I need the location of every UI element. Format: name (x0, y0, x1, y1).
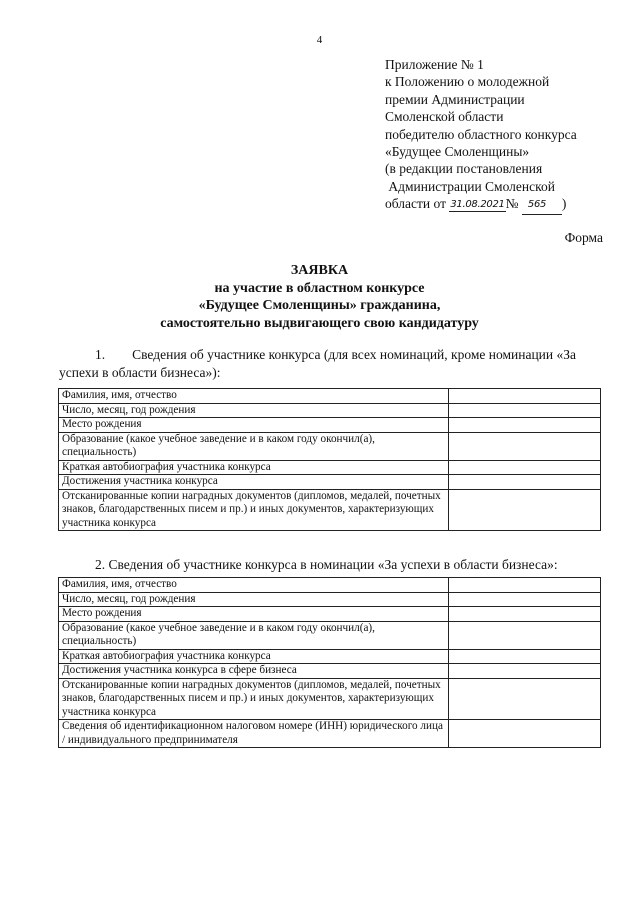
annex-line: победителю областного конкурса (385, 126, 577, 142)
row-label: Фамилия, имя, отчество (59, 578, 449, 593)
row-label: Число, месяц, год рождения (59, 403, 449, 418)
annex-header (385, 56, 625, 215)
table-row (59, 578, 601, 593)
annex-last-line (385, 195, 625, 214)
table-row (59, 720, 601, 748)
row-label: Отсканированные копии наградных документов (дипломов, медалей, почетных знаков, благодарственных писем и пр.) и иных документов, характеризующих участника конкурса (59, 489, 449, 531)
row-value-field[interactable] (449, 678, 601, 720)
table-row (59, 649, 601, 664)
row-value-field[interactable] (449, 649, 601, 664)
row-label: Достижения участника конкурса (59, 475, 449, 490)
row-value-field[interactable] (449, 460, 601, 475)
table-row (59, 403, 601, 418)
section-2-heading: 2. Сведения об участнике конкурса в номинации «За успехи в области бизнеса»: (95, 557, 558, 572)
form-label: Форма (564, 230, 603, 245)
row-value-field[interactable] (449, 418, 601, 433)
row-value-field[interactable] (449, 578, 601, 593)
row-value-field[interactable] (449, 389, 601, 404)
table-row (59, 418, 601, 433)
row-label: Место рождения (59, 607, 449, 622)
page-number: 4 (316, 34, 323, 46)
annex-last-prefix: области от (385, 196, 446, 212)
annex-line: Смоленской области (385, 109, 504, 125)
title-line: на участие в областном конкурсе (214, 280, 425, 296)
row-value-field[interactable] (449, 592, 601, 607)
table-row (59, 592, 601, 607)
title-line: самостоятельно выдвигающего свою кандидатуру (160, 315, 479, 331)
table-row (59, 664, 601, 679)
table-row (59, 475, 601, 490)
row-label: Образование (какое учебное заведение и в каком году окончил(а), специальность) (59, 621, 449, 649)
closing-paren: ) (561, 196, 567, 212)
annex-line: (в редакции постановления (385, 161, 543, 177)
row-value-field[interactable] (449, 607, 601, 622)
annex-line: Администрации Смоленской (385, 178, 555, 194)
row-label: Фамилия, имя, отчество (59, 389, 449, 404)
table-row (59, 389, 601, 404)
table-row (59, 607, 601, 622)
section-1-heading: 1. Сведения об участнике конкурса (для всех номинаций, кроме номинации «За успехи в области бизнеса»): (59, 347, 576, 380)
row-label: Образование (какое учебное заведение и в каком году окончил(а), специальность) (59, 432, 449, 460)
document-title (0, 262, 639, 332)
row-label: Место рождения (59, 418, 449, 433)
row-value-field[interactable] (449, 664, 601, 679)
row-label: Число, месяц, год рождения (59, 592, 449, 607)
table-row (59, 678, 601, 720)
row-value-field[interactable] (449, 432, 601, 460)
table-row (59, 621, 601, 649)
row-value-field[interactable] (449, 489, 601, 531)
title-line: «Будущее Смоленщины» гражданина, (198, 298, 441, 313)
table-row (59, 460, 601, 475)
row-label: Достижения участника конкурса в сфере бизнеса (59, 664, 449, 679)
annex-line: «Будущее Смоленщины» (385, 144, 530, 160)
handwritten-date-text: 31.08.2021 (450, 199, 505, 211)
row-value-field[interactable] (449, 621, 601, 649)
annex-line: к Положению о молодежной (385, 74, 550, 90)
section-1-table (58, 388, 601, 531)
section-2-table (58, 577, 601, 748)
title-line: ЗАЯВКА (290, 263, 349, 278)
row-label: Краткая автобиография участника конкурса (59, 649, 449, 664)
annex-line: премии Администрации (385, 91, 525, 107)
row-label: Отсканированные копии наградных документов (дипломов, медалей, почетных знаков, благодарственных писем и пр.) и иных документов, характеризующих участника конкурса (59, 678, 449, 720)
handwritten-number (522, 195, 562, 214)
annex-line: Приложение № 1 (385, 57, 484, 72)
handwritten-date (449, 196, 505, 212)
handwritten-number-text: 565 (527, 199, 547, 211)
row-label: Краткая автобиография участника конкурса (59, 460, 449, 475)
table-row (59, 489, 601, 531)
row-value-field[interactable] (449, 720, 601, 748)
number-sign: № (505, 196, 519, 212)
row-value-field[interactable] (449, 403, 601, 418)
table-row (59, 432, 601, 460)
row-value-field[interactable] (449, 475, 601, 490)
row-label: Сведения об идентификационном налоговом номере (ИНН) юридического лица / индивидуального предпринимателя (59, 720, 449, 748)
